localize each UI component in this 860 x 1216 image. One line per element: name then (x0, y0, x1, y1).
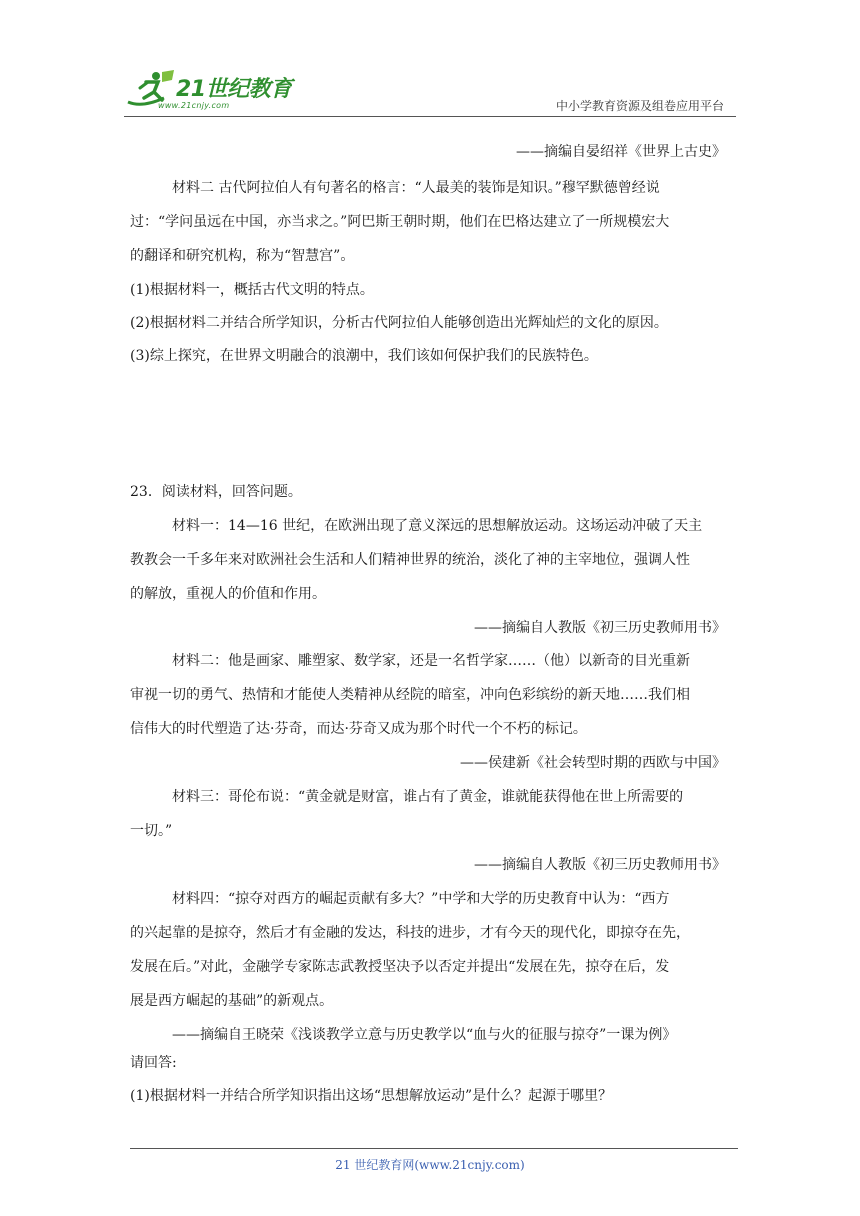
q23-material4-line: 材料四：“掠夺对西方的崛起贡献有多大？”中学和大学的历史教育中认为：“西方 (172, 891, 670, 907)
q22-question-2: (2)根据材料二并结合所学知识，分析古代阿拉伯人能够创造出光辉灿烂的文化的原因。 (130, 315, 668, 331)
q23-material1-source: ——摘编自人教版《初三历史教师用书》 (474, 620, 726, 636)
q23-material2-line: 材料二：他是画家、雕塑家、数学家，还是一名哲学家……（他）以新奇的目光重新 (172, 653, 690, 669)
q23-prompt: 请回答: (130, 1055, 177, 1071)
q23-title: 23．阅读材料，回答问题。 (130, 484, 302, 500)
q23-material4-line: 发展在后。”对此，金融学专家陈志武教授坚决予以否定并提出“发展在先，掠夺在后，发 (130, 959, 670, 975)
q23-material2-source: ——侯建新《社会转型时期的西欧与中国》 (460, 755, 726, 771)
q23-material1-line: 教教会一千多年来对欧洲社会生活和人们精神世界的统治，淡化了神的主宰地位，强调人性 (130, 552, 690, 568)
footer-text: 21 世纪教育网(www.21cnjy.com) (335, 1158, 525, 1172)
q22-material2-line: 的翻译和研究机构，称为“智慧宫”。 (130, 248, 355, 264)
q23-material3-line: 一切。” (130, 823, 173, 839)
q22-question-1: (1)根据材料一，概括古代文明的特点。 (130, 282, 374, 298)
q23-material2-line: 信伟大的时代塑造了达·芬奇，而达·芬奇又成为那个时代一个不朽的标记。 (130, 721, 587, 737)
site-logo (124, 68, 294, 116)
q23-material3-source: ——摘编自人教版《初三历史教师用书》 (474, 857, 726, 873)
q23-question-1: (1)根据材料一并结合所学知识指出这场“思想解放运动”是什么？起源于哪里？ (130, 1088, 613, 1104)
q23-material3-line: 材料三：哥伦布说：“黄金就是财富，谁占有了黄金，谁就能获得他在世上所需要的 (172, 789, 684, 805)
q23-material4-source: ——摘编自王晓荣《浅谈教学立意与历史教学以“血与火的征服与掠夺”一课为例》 (172, 1027, 677, 1043)
q23-material2-line: 审视一切的勇气、热情和才能使人类精神从经院的暗室，冲向色彩缤纷的新天地……我们相 (130, 687, 690, 703)
q23-material4-line: 的兴起靠的是掠夺，然后才有金融的发达，科技的进步，才有今天的现代化，即掠夺在先， (130, 925, 690, 941)
platform-name: 中小学教育资源及组卷应用平台 (555, 99, 724, 113)
footer-divider (130, 1148, 738, 1149)
q22-material2-line: 过：“学问虽远在中国，亦当求之。”阿巴斯王朝时期，他们在巴格达建立了一所规模宏大 (130, 214, 670, 230)
q22-material2-line: 材料二 古代阿拉伯人有句著名的格言：“人最美的装饰是知识。”穆罕默德曾经说 (172, 180, 660, 196)
logo-text: 21世纪教育 (176, 77, 292, 102)
q22-question-3: (3)综上探究，在世界文明融合的浪潮中，我们该如何保护我们的民族特色。 (130, 348, 598, 364)
q23-material4-line: 展是西方崛起的基础”的新观点。 (130, 993, 334, 1009)
q23-material1-line: 材料一：14—16 世纪，在欧洲出现了意义深远的思想解放运动。这场运动冲破了天主 (172, 518, 703, 534)
q22-source-1: ——摘编自晏绍祥《世界上古史》 (516, 144, 726, 160)
logo-url: www.21cnjy.com (158, 101, 230, 110)
header-divider (124, 116, 736, 117)
q23-material1-line: 的解放，重视人的价值和作用。 (130, 586, 326, 602)
